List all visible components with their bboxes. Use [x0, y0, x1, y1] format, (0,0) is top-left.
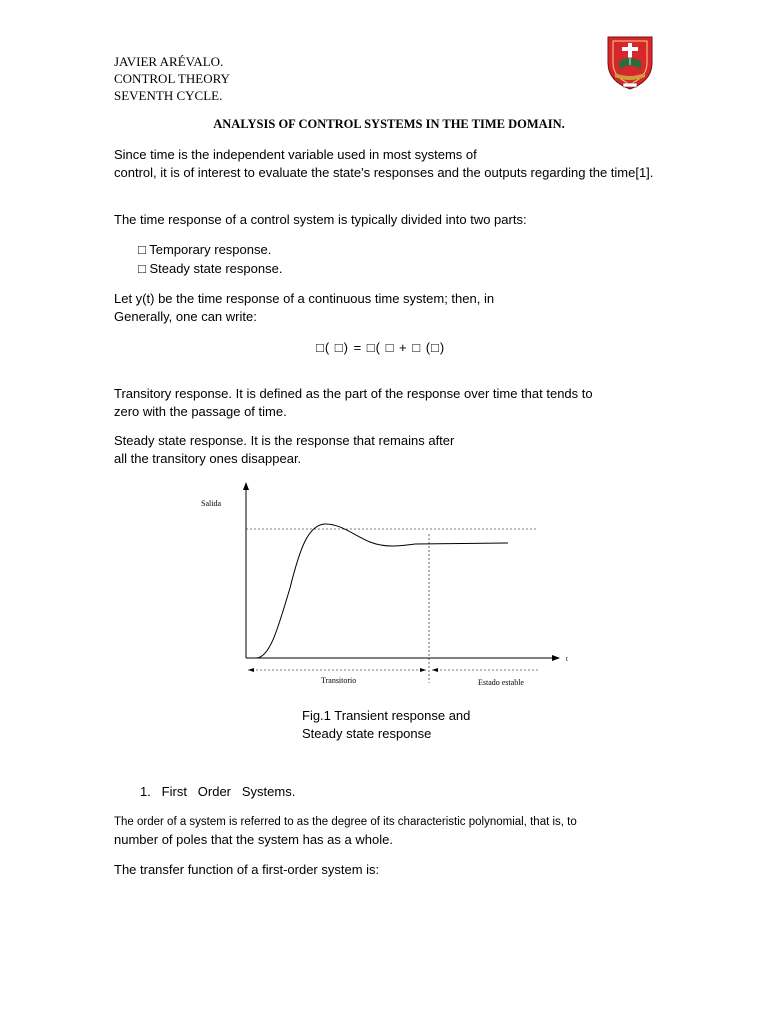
order-paragraph [114, 813, 738, 849]
transitory-paragraph [114, 385, 738, 421]
figure-steady-label: Estado estable [478, 678, 524, 687]
shield-icon [605, 33, 655, 91]
transient-right-arrow-icon [420, 668, 426, 672]
caption-line-2: Steady state response [302, 726, 432, 741]
steady-line-1: Steady state response. It is the response that remains after [114, 433, 455, 448]
author-header [114, 53, 230, 104]
y-axis-arrow-icon [243, 482, 249, 490]
bullet-list [138, 240, 282, 278]
steady-line-2: all the transitory ones disappear. [114, 451, 302, 466]
time-response-paragraph: The time response of a control system is typically divided into two parts: [114, 212, 527, 227]
let-line-2: Generally, one can write: [114, 309, 257, 324]
transitory-line-2: zero with the passage of time. [114, 404, 287, 419]
transient-left-arrow-icon [248, 668, 254, 672]
transitory-line-1: Transitory response. It is defined as the part of the response over time that tends to [114, 386, 593, 401]
figure-transient-label: Transitorio [321, 676, 357, 685]
response-curve [256, 524, 508, 658]
section-heading: 1. First Order Systems. [140, 784, 296, 799]
cycle-name: SEVENTH CYCLE. [114, 88, 223, 103]
caption-line-1: Fig.1 Transient response and [302, 708, 471, 723]
author-name: JAVIER ARÉVALO. [114, 54, 224, 69]
let-paragraph [114, 290, 738, 326]
bullet-steady: □ Steady state response. [138, 261, 283, 276]
bullet-temporary: □ Temporary response. [138, 242, 272, 257]
equation: □( □) = □( □ + □ (□) [316, 340, 446, 355]
response-figure [190, 478, 580, 690]
figure-x-label: t [566, 655, 568, 663]
x-axis-arrow-icon [552, 655, 560, 661]
order-line-1: The order of a system is referred to as the degree of its characteristic polynomial, that is, to [114, 816, 577, 828]
university-logo [605, 33, 655, 91]
figure-y-label: Salida [201, 499, 221, 508]
let-line-1: Let y(t) be the time response of a continuous time system; then, in [114, 291, 495, 306]
intro-line-1: Since time is the independent variable used in most systems of [114, 147, 477, 162]
figure-caption [302, 707, 470, 743]
transfer-function-paragraph: The transfer function of a first-order system is: [114, 862, 380, 877]
order-line-2: number of poles that the system has as a whole. [114, 832, 393, 847]
course-name: CONTROL THEORY [114, 71, 230, 86]
steady-left-arrow-icon [432, 668, 438, 672]
intro-paragraph [114, 146, 738, 182]
page-title: ANALYSIS OF CONTROL SYSTEMS IN THE TIME DOMAIN. [213, 117, 565, 131]
intro-line-2: control, it is of interest to evaluate the state's responses and the outputs regarding the time[1]. [114, 165, 654, 180]
steady-paragraph [114, 432, 738, 468]
